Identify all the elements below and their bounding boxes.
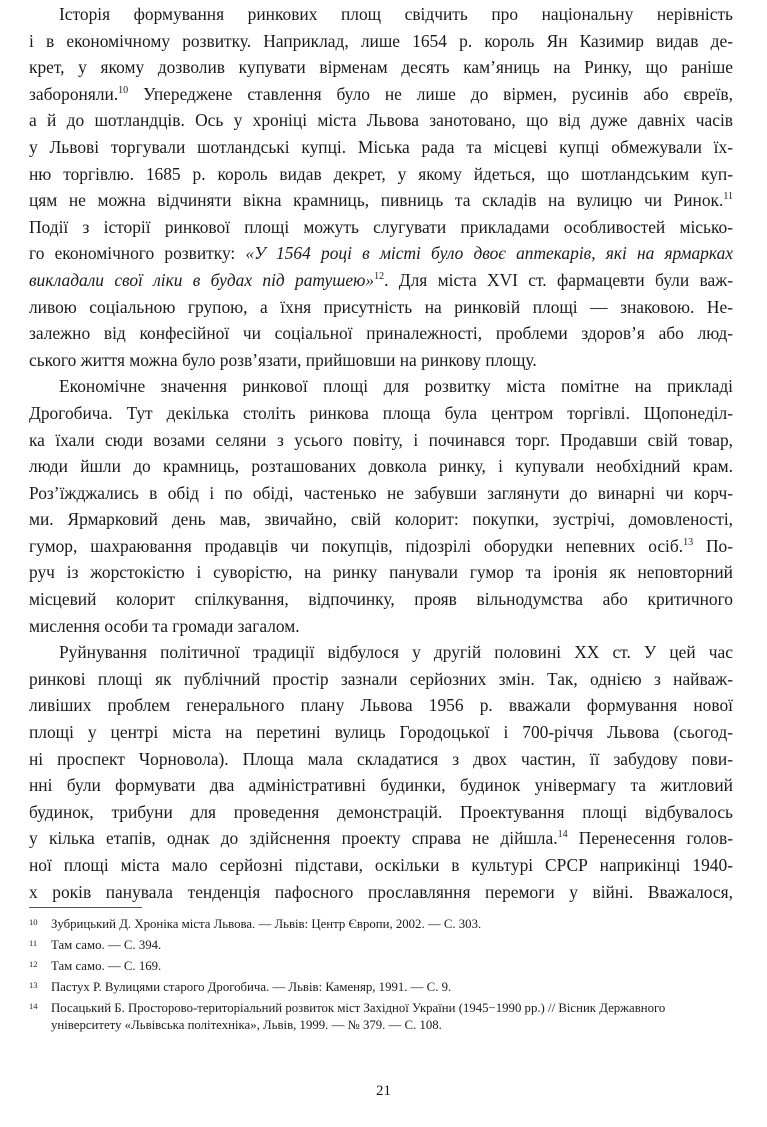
footnote-line: Посацький Б. Просторово-територіальний розвиток міст Західної України (1945−1990 рр.) // Вісник Державного: [51, 1001, 666, 1015]
footnote-ref: 11: [723, 191, 733, 203]
line-text: х років панувала тенденція пафосного прославляння перемоги у війні. Вважалося,: [29, 881, 733, 902]
line-text: ливою соціальною групою, а їхня присутність на ринковій площі — знаковою. Не-: [29, 296, 733, 317]
footnotes: [29, 916, 739, 1038]
line-text: нні були формувати два адміністративні будинки, будинок універмагу та житловий: [29, 775, 733, 796]
line-text: Упереджене ставлення було не лише до вірмен, русинів або євреїв,: [128, 83, 733, 104]
line-text: у Львові торгували шотландські купці. Міська рада та місцеві купці обмежували їх-: [29, 136, 733, 157]
text-line: [29, 692, 733, 719]
footnote: [29, 979, 739, 996]
footnote-divider: [29, 907, 142, 908]
line-text: гумор, шахраювання продавців чи покупців, підозрілі оборудки непевних осіб.: [29, 535, 684, 556]
text-line: [29, 453, 733, 480]
footnote: [29, 1000, 739, 1034]
footnote: [29, 937, 739, 954]
footnote: [29, 958, 739, 975]
line-text: Дрогобича. Тут декілька століть ринкова площа була центром торгівлі. Щопонеділ-: [29, 402, 733, 423]
footnote-number: 10: [29, 917, 38, 927]
text-line: [29, 666, 733, 693]
line-text: у кілька етапів, однак до здійснення проекту справа не дійшла.: [29, 828, 558, 849]
footnote-number: 13: [29, 980, 38, 990]
text-line: [29, 772, 733, 799]
page-number: 21: [376, 1083, 391, 1099]
line-text: По-: [693, 535, 733, 556]
italic-quote: викладали свої ліки в будах під ратушею»: [29, 269, 375, 290]
footnote-line: Зубрицький Д. Хроніка міста Львова. — Львів: Центр Європи, 2002. — С. 303.: [51, 917, 482, 931]
line-text: забороняли.: [29, 83, 119, 104]
text-line: [29, 825, 733, 852]
footnote-line: Там само. — С. 394.: [51, 938, 162, 952]
line-text: залежно від конфесійної чи соціальної приналежності, проблеми здоров’я або люд-: [29, 323, 733, 344]
line-text: люди йшли до крамниць, розташованих довкола ринку, і купували необхідний крам.: [29, 456, 733, 477]
text-line: [29, 347, 733, 374]
line-text: і в економічному розвитку. Наприклад, лише 1654 р. король Ян Казимир видав де-: [29, 30, 733, 51]
text-line: [29, 879, 733, 906]
line-text: площі у центрі міста на перетині вулиць Городоцької і 700-річчя Львова (сьогод-: [29, 722, 733, 743]
text-line: [29, 746, 733, 773]
footnote-ref: 13: [683, 536, 694, 548]
line-text: Економічне значення ринкової площі для розвитку міста помітне на прикладі: [59, 376, 733, 397]
footnote-line: Там само. — С. 169.: [51, 959, 162, 973]
text-line: [29, 107, 733, 134]
line-text: . Для міста XVI ст. фармацевти були важ-: [384, 269, 733, 290]
text-line: [29, 320, 733, 347]
footnote-text: [51, 937, 739, 954]
footnote-text: [51, 1000, 739, 1034]
line-text: ної площі міста мало серйозні підстави, оскільки в культурі СРСР наприкінці 1940-: [29, 855, 733, 875]
line-text: го економічного розвитку:: [29, 243, 246, 264]
text-line: [29, 294, 733, 321]
line-text: крет, у якому дозволив купувати вірменам десять кам’яниць на Ринку, що раніше: [29, 57, 733, 78]
text-line: [29, 427, 733, 454]
text-line: [29, 799, 733, 826]
line-text: цям не можна відчиняти вікна крамниць, пивниць та складів на вулицю чи Ринок.: [29, 190, 724, 211]
line-text: руч із жорстокістю і суворістю, на ринку панували гумор та іронія як неповторний: [29, 562, 733, 583]
line-text: ню торгівлю. 1685 р. король видав декрет, у якому йдеться, що шотландським куп-: [29, 163, 733, 184]
footnote-line: Пастух Р. Вулицями старого Дрогобича. — Львів: Каменяр, 1991. — С. 9.: [51, 980, 452, 994]
line-text: Історія формування ринкових площ свідчить про національну нерівність: [59, 4, 733, 24]
text-line: [29, 54, 733, 81]
line-text: а й до шотландців. Ось у хроніці міста Львова занотовано, що від дуже давніх часів: [29, 110, 733, 131]
text-line: [29, 586, 733, 613]
text-line: [29, 28, 733, 55]
footnote: [29, 916, 739, 933]
text-line: [29, 613, 733, 640]
text-line: [29, 267, 733, 294]
footnote-line: університету «Львівська політехніка», Львів, 1999. — № 379. — С. 108.: [51, 1018, 442, 1032]
footnote-number: 12: [29, 959, 38, 969]
main-text: [29, 1, 733, 905]
line-text: будинок, трибуни для проведення демонстрацій. Проектування площі відбувалось: [29, 801, 733, 822]
text-line: [29, 400, 733, 427]
line-text: Перенесення голов-: [567, 828, 734, 849]
line-text: мислення особи та громади загалом.: [29, 615, 300, 636]
text-line: [29, 1, 733, 28]
text-line: [29, 240, 733, 267]
text-line: [29, 533, 733, 560]
text-line: [29, 639, 733, 666]
footnote-ref: 14: [557, 829, 568, 841]
text-line: [29, 480, 733, 507]
footnote-number: 14: [29, 1001, 38, 1011]
footnote-text: [51, 958, 739, 975]
footnote-ref: 10: [118, 84, 129, 96]
line-text: ливіших проблем генерального плану Львова 1956 р. вважали формування нової: [29, 695, 733, 716]
italic-quote: «У 1564 році в місті було двоє аптекарів, які на ярмарках: [245, 243, 733, 264]
line-text: ка їхали сюди возами селяни з усього повіту, і починався торг. Продавши свій товар,: [29, 429, 733, 450]
text-line: [29, 852, 733, 879]
text-line: [29, 214, 733, 241]
text-line: [29, 719, 733, 746]
footnote-number: 11: [29, 938, 38, 948]
line-text: Події з історії ринкової площі можуть слугувати прикладами особливостей місько-: [29, 216, 733, 237]
line-text: ського життя можна було розв’язати, прийшовши на ринкову площу.: [29, 349, 537, 370]
text-line: [29, 559, 733, 586]
text-line: [29, 161, 733, 188]
text-line: [29, 506, 733, 533]
footnote-text: [51, 916, 739, 933]
line-text: ринкові площі як публічний простір зазнали серйозних змін. Так, однією з найваж-: [29, 668, 733, 689]
line-text: місцевий колорит спілкування, відпочинку, прояв вільнодумства або критичного: [29, 589, 733, 610]
text-line: [29, 373, 733, 400]
line-text: ми. Ярмарковий день мав, звичайно, свій колорит: покупки, зустрічі, домовленості,: [29, 509, 733, 530]
line-text: Руйнування політичної традиції відбулося у другій половині XX ст. У цей час: [59, 642, 733, 663]
line-text: ні проспект Чорновола). Площа мала складатися з двох частин, її забудову пови-: [29, 748, 733, 769]
footnote-text: [51, 979, 739, 996]
text-line: [29, 134, 733, 161]
line-text: Роз’їжджались в обід і по обіді, частенько не забувши заглянути до винарні чи корч-: [29, 482, 733, 503]
text-line: [29, 81, 733, 108]
footnote-ref: 12: [374, 270, 385, 282]
text-line: [29, 187, 733, 214]
